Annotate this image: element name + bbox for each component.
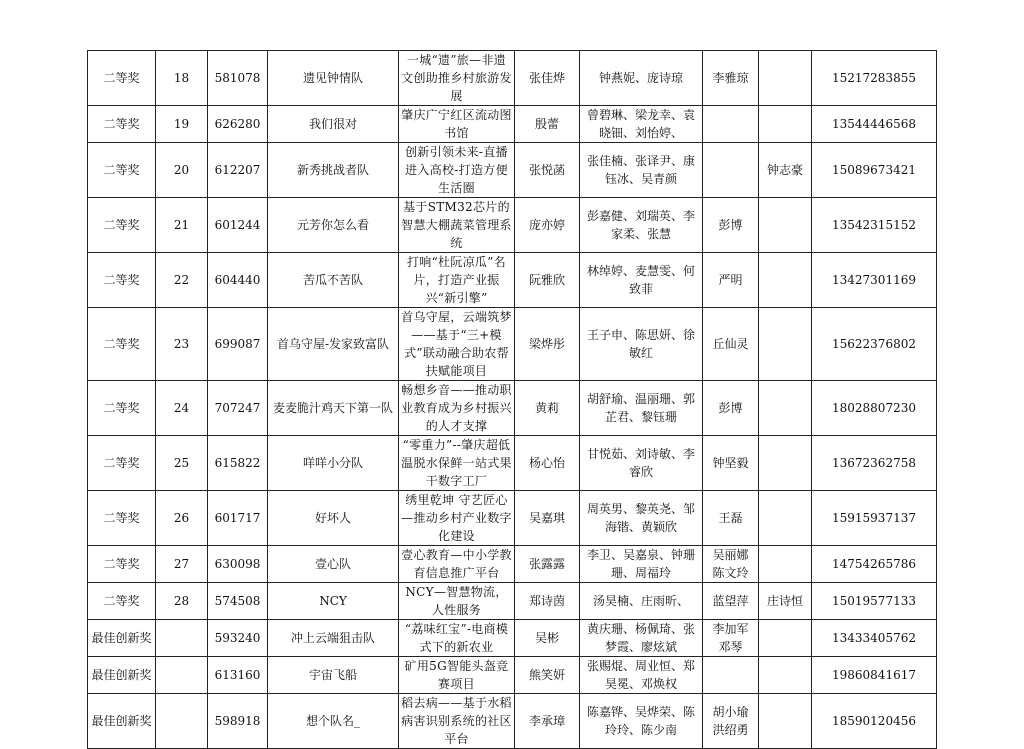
team-name-cell: 麦麦脆汁鸡天下第一队 (268, 381, 399, 436)
advisor2-cell (759, 694, 812, 749)
advisor-cell: 彭博 (703, 381, 759, 436)
team-id-cell: 593240 (208, 620, 268, 657)
award-cell: 二等奖 (88, 583, 156, 620)
members-cell: 甘悦茹、刘诗敏、李睿欣 (580, 436, 703, 491)
advisor-cell: 严明 (703, 253, 759, 308)
leader-cell: 张悦菡 (515, 143, 580, 198)
members-cell: 张佳楠、张译尹、康钰冰、吴青颜 (580, 143, 703, 198)
members-cell: 林绰婷、麦慧雯、何致菲 (580, 253, 703, 308)
number-cell: 24 (156, 381, 208, 436)
advisor-cell (703, 106, 759, 143)
table-row (88, 620, 937, 657)
leader-cell: 吴嘉琪 (515, 491, 580, 546)
advisor2-cell (759, 546, 812, 583)
team-id-cell: 630098 (208, 546, 268, 583)
members-cell: 李卫、吴嘉泉、钟珊珊、周福玲 (580, 546, 703, 583)
award-cell: 二等奖 (88, 143, 156, 198)
team-name-cell: NCY (268, 583, 399, 620)
number-cell: 27 (156, 546, 208, 583)
project-name-cell: 壹心教育—中小学教育信息推广平台 (399, 546, 515, 583)
leader-cell: 杨心怡 (515, 436, 580, 491)
team-id-cell: 699087 (208, 308, 268, 381)
award-cell: 二等奖 (88, 491, 156, 546)
number-cell: 25 (156, 436, 208, 491)
leader-cell: 郑诗茵 (515, 583, 580, 620)
team-id-cell: 601717 (208, 491, 268, 546)
awards-table (87, 50, 937, 749)
members-cell: 彭嘉健、刘瑞英、李家柔、张慧 (580, 198, 703, 253)
phone-cell: 18590120456 (812, 694, 937, 749)
advisor-cell (703, 657, 759, 694)
table-row (88, 491, 937, 546)
number-cell (156, 657, 208, 694)
table-row (88, 583, 937, 620)
phone-cell: 13672362758 (812, 436, 937, 491)
number-cell (156, 620, 208, 657)
advisor2-cell (759, 491, 812, 546)
team-name-cell: 元芳你怎么看 (268, 198, 399, 253)
team-name-cell: 咩咩小分队 (268, 436, 399, 491)
table-row (88, 657, 937, 694)
table-row (88, 694, 937, 749)
project-name-cell: 矿用5G智能头盔竞赛项目 (399, 657, 515, 694)
advisor2-cell (759, 198, 812, 253)
leader-cell: 张露露 (515, 546, 580, 583)
table-row (88, 253, 937, 308)
team-name-cell: 苦瓜不苦队 (268, 253, 399, 308)
project-name-cell: 畅想乡音——推动职业教育成为乡村振兴的人才支撑 (399, 381, 515, 436)
team-name-cell: 好坏人 (268, 491, 399, 546)
award-cell: 二等奖 (88, 198, 156, 253)
members-cell: 陈嘉铧、吴烨荣、陈玲玲、陈少南 (580, 694, 703, 749)
team-name-cell: 壹心队 (268, 546, 399, 583)
award-cell: 二等奖 (88, 546, 156, 583)
award-cell: 二等奖 (88, 436, 156, 491)
team-name-cell: 新秀挑战者队 (268, 143, 399, 198)
advisor2-cell (759, 657, 812, 694)
advisor-cell: 李加军 邓琴 (703, 620, 759, 657)
advisor2-cell (759, 106, 812, 143)
team-name-cell: 冲上云端狙击队 (268, 620, 399, 657)
number-cell: 28 (156, 583, 208, 620)
project-name-cell: 一城“遗”旅—非遗文创助推乡村旅游发展 (399, 51, 515, 106)
team-id-cell: 581078 (208, 51, 268, 106)
advisor-cell: 彭博 (703, 198, 759, 253)
advisor2-cell (759, 253, 812, 308)
leader-cell: 庞亦婷 (515, 198, 580, 253)
advisor2-cell (759, 620, 812, 657)
advisor-cell: 蓝望萍 (703, 583, 759, 620)
phone-cell: 15915937137 (812, 491, 937, 546)
phone-cell: 15217283855 (812, 51, 937, 106)
advisor2-cell: 钟志豪 (759, 143, 812, 198)
members-cell: 张赐焜、周业恒、郑昊冕、邓焕权 (580, 657, 703, 694)
team-id-cell: 604440 (208, 253, 268, 308)
number-cell: 21 (156, 198, 208, 253)
award-cell: 最佳创新奖 (88, 657, 156, 694)
project-name-cell: “荔味红宝”-电商模式下的新农业 (399, 620, 515, 657)
award-cell: 最佳创新奖 (88, 694, 156, 749)
table-row (88, 143, 937, 198)
award-cell: 二等奖 (88, 253, 156, 308)
leader-cell: 梁烨彤 (515, 308, 580, 381)
team-id-cell: 615822 (208, 436, 268, 491)
leader-cell: 李承璋 (515, 694, 580, 749)
phone-cell: 14754265786 (812, 546, 937, 583)
number-cell: 26 (156, 491, 208, 546)
advisor-cell (703, 143, 759, 198)
award-cell: 二等奖 (88, 381, 156, 436)
table-row (88, 381, 937, 436)
advisor2-cell (759, 381, 812, 436)
advisor2-cell: 庄诗恒 (759, 583, 812, 620)
advisor-cell: 胡小瑜 洪绍勇 (703, 694, 759, 749)
table-row (88, 198, 937, 253)
team-id-cell: 626280 (208, 106, 268, 143)
team-name-cell: 宇宙飞船 (268, 657, 399, 694)
team-id-cell: 598918 (208, 694, 268, 749)
advisor2-cell (759, 436, 812, 491)
project-name-cell: 打响“杜阮凉瓜”名片，打造产业振兴“新引擎” (399, 253, 515, 308)
team-id-cell: 612207 (208, 143, 268, 198)
award-cell: 最佳创新奖 (88, 620, 156, 657)
phone-cell: 13542315152 (812, 198, 937, 253)
table-row (88, 308, 937, 381)
project-name-cell: 稻去病——基于水稻病害识别系统的社区平台 (399, 694, 515, 749)
advisor-cell: 吴丽娜 陈文玲 (703, 546, 759, 583)
award-cell: 二等奖 (88, 51, 156, 106)
project-name-cell: 首乌守屋，云端筑梦——基于“三+模式”联动融合助农帮扶赋能项目 (399, 308, 515, 381)
team-name-cell: 我们很对 (268, 106, 399, 143)
phone-cell: 15019577133 (812, 583, 937, 620)
phone-cell: 15089673421 (812, 143, 937, 198)
team-id-cell: 601244 (208, 198, 268, 253)
project-name-cell: 基于STM32芯片的智慧大棚蔬菜管理系统 (399, 198, 515, 253)
members-cell: 曾碧琳、梁龙幸、袁晓钿、刘怡婷、 (580, 106, 703, 143)
project-name-cell: 绣里乾坤 守艺匠心—推动乡村产业数字化建设 (399, 491, 515, 546)
leader-cell: 黄莉 (515, 381, 580, 436)
leader-cell: 殷蕾 (515, 106, 580, 143)
table-row (88, 546, 937, 583)
team-id-cell: 613160 (208, 657, 268, 694)
advisor-cell: 钟坚毅 (703, 436, 759, 491)
members-cell: 汤昊楠、庄雨昕、 (580, 583, 703, 620)
number-cell: 18 (156, 51, 208, 106)
project-name-cell: 肇庆广宁红区流动图书馆 (399, 106, 515, 143)
phone-cell: 13544446568 (812, 106, 937, 143)
advisor2-cell (759, 308, 812, 381)
award-cell: 二等奖 (88, 106, 156, 143)
number-cell: 22 (156, 253, 208, 308)
table-body (88, 51, 937, 749)
number-cell: 19 (156, 106, 208, 143)
number-cell: 20 (156, 143, 208, 198)
phone-cell: 13433405762 (812, 620, 937, 657)
team-name-cell: 遗见钟情队 (268, 51, 399, 106)
leader-cell: 阮雅欣 (515, 253, 580, 308)
team-id-cell: 574508 (208, 583, 268, 620)
phone-cell: 13427301169 (812, 253, 937, 308)
members-cell: 王子申、陈思妍、徐敏红 (580, 308, 703, 381)
team-name-cell: 首乌守屋-发家致富队 (268, 308, 399, 381)
project-name-cell: 创新引领未来-直播进入高校-打造方便生活圈 (399, 143, 515, 198)
advisor-cell: 李雅琼 (703, 51, 759, 106)
leader-cell: 熊笑妍 (515, 657, 580, 694)
number-cell (156, 694, 208, 749)
leader-cell: 张佳烨 (515, 51, 580, 106)
members-cell: 黄庆珊、杨佩琦、张梦霞、廖炫斌 (580, 620, 703, 657)
team-id-cell: 707247 (208, 381, 268, 436)
members-cell: 周英男、黎英尧、邹海锴、黄颖欣 (580, 491, 703, 546)
project-name-cell: NCY—智慧物流，人性服务 (399, 583, 515, 620)
project-name-cell: “零重力”--肇庆超低温脱水保鲜一站式果干数字工厂 (399, 436, 515, 491)
number-cell: 23 (156, 308, 208, 381)
advisor-cell: 王磊 (703, 491, 759, 546)
phone-cell: 18028807230 (812, 381, 937, 436)
members-cell: 胡舒瑜、温丽珊、郭芷君、黎钰珊 (580, 381, 703, 436)
phone-cell: 19860841617 (812, 657, 937, 694)
team-name-cell: 想个队名_ (268, 694, 399, 749)
members-cell: 钟燕妮、庞诗琼 (580, 51, 703, 106)
leader-cell: 吴彬 (515, 620, 580, 657)
table-row (88, 436, 937, 491)
advisor-cell: 丘仙灵 (703, 308, 759, 381)
table-row (88, 106, 937, 143)
award-cell: 二等奖 (88, 308, 156, 381)
table-row (88, 51, 937, 106)
advisor2-cell (759, 51, 812, 106)
phone-cell: 15622376802 (812, 308, 937, 381)
